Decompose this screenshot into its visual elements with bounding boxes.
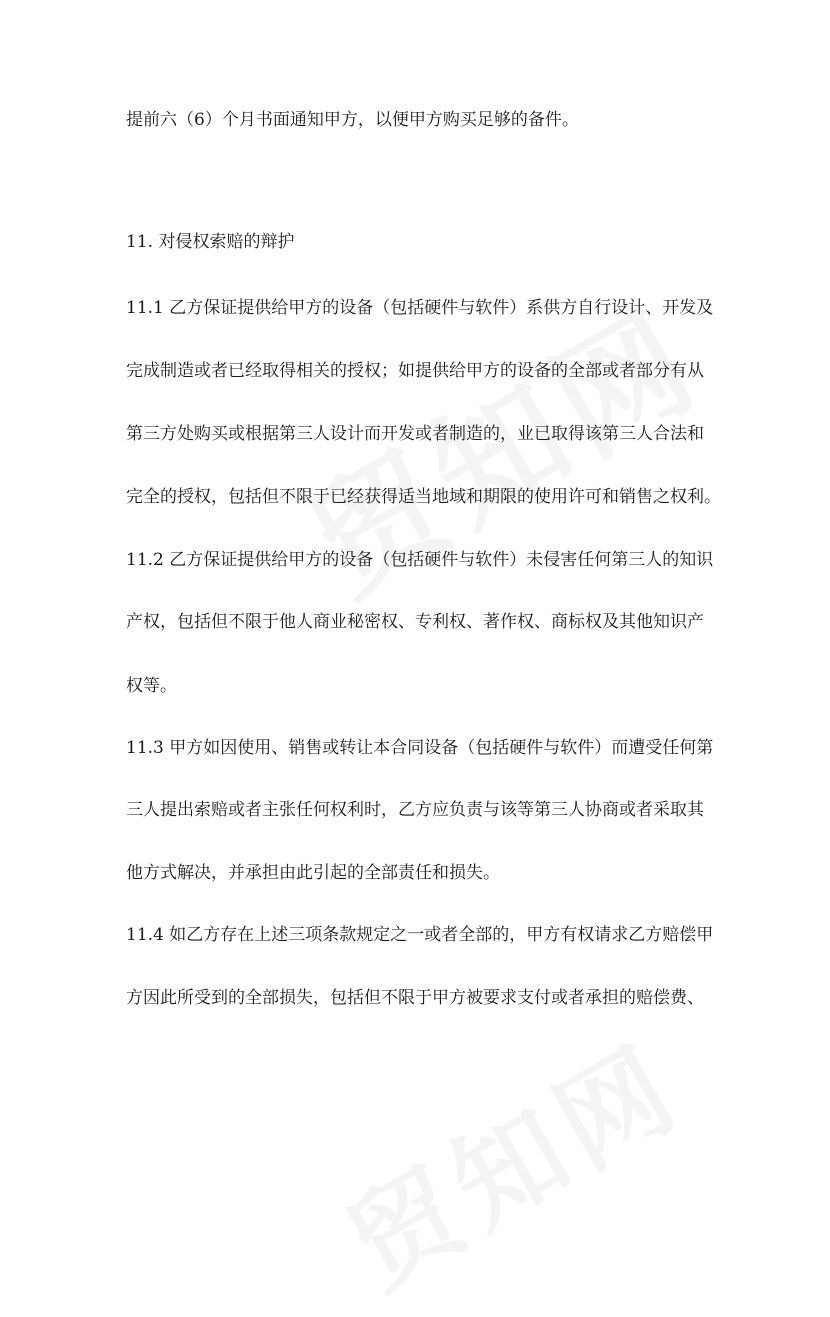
clause-11-4-line-2: 方因此所受到的全部损失，包括但不限于甲方被要求支付或者承担的赔偿费、 — [126, 988, 704, 1008]
section-heading: 11. 对侵权索赔的辩护 — [126, 232, 295, 252]
watermark-bottom — [315, 1001, 706, 1317]
clause-11-3-line-3: 他方式解决，并承担由此引起的全部责任和损失。 — [126, 863, 500, 883]
clause-11-1-line-2: 完成制造或者已经取得相关的授权；如提供给甲方的设备的全部或者部分有从 — [126, 361, 704, 381]
clause-11-3-line-1: 11.3 甲方如因使用、销售或转让本合同设备（包括硬件与软件）而遭受任何第 — [126, 738, 714, 758]
clause-11-2-line-1: 11.2 乙方保证提供给甲方的设备（包括硬件与软件）未侵害任何第三人的知识 — [126, 550, 714, 570]
clause-11-1-line-3: 第三方处购买或根据第三人设计而开发或者制造的，业已取得该第三人合法和 — [126, 424, 704, 444]
clause-11-2-line-2: 产权，包括但不限于他人商业秘密权、专利权、著作权、商标权及其他知识产 — [126, 612, 704, 632]
clause-11-1-line-1: 11.1 乙方保证提供给甲方的设备（包括硬件与软件）系供方自行设计、开发及 — [126, 298, 714, 318]
clause-11-4-line-1: 11.4 如乙方存在上述三项条款规定之一或者全部的，甲方有权请求乙方赔偿甲 — [126, 925, 714, 945]
text-line-continuation: 提前六（6）个月书面通知甲方，以便甲方购买足够的备件。 — [126, 110, 579, 130]
clause-11-2-line-3: 权等。 — [126, 676, 177, 696]
clause-11-1-line-4: 完全的授权，包括但不限于已经获得适当地域和期限的使用许可和销售之权利。 — [126, 487, 721, 507]
clause-11-3-line-2: 三人提出索赔或者主张任何权利时，乙方应负责与该等第三人协商或者采取其 — [126, 800, 704, 820]
